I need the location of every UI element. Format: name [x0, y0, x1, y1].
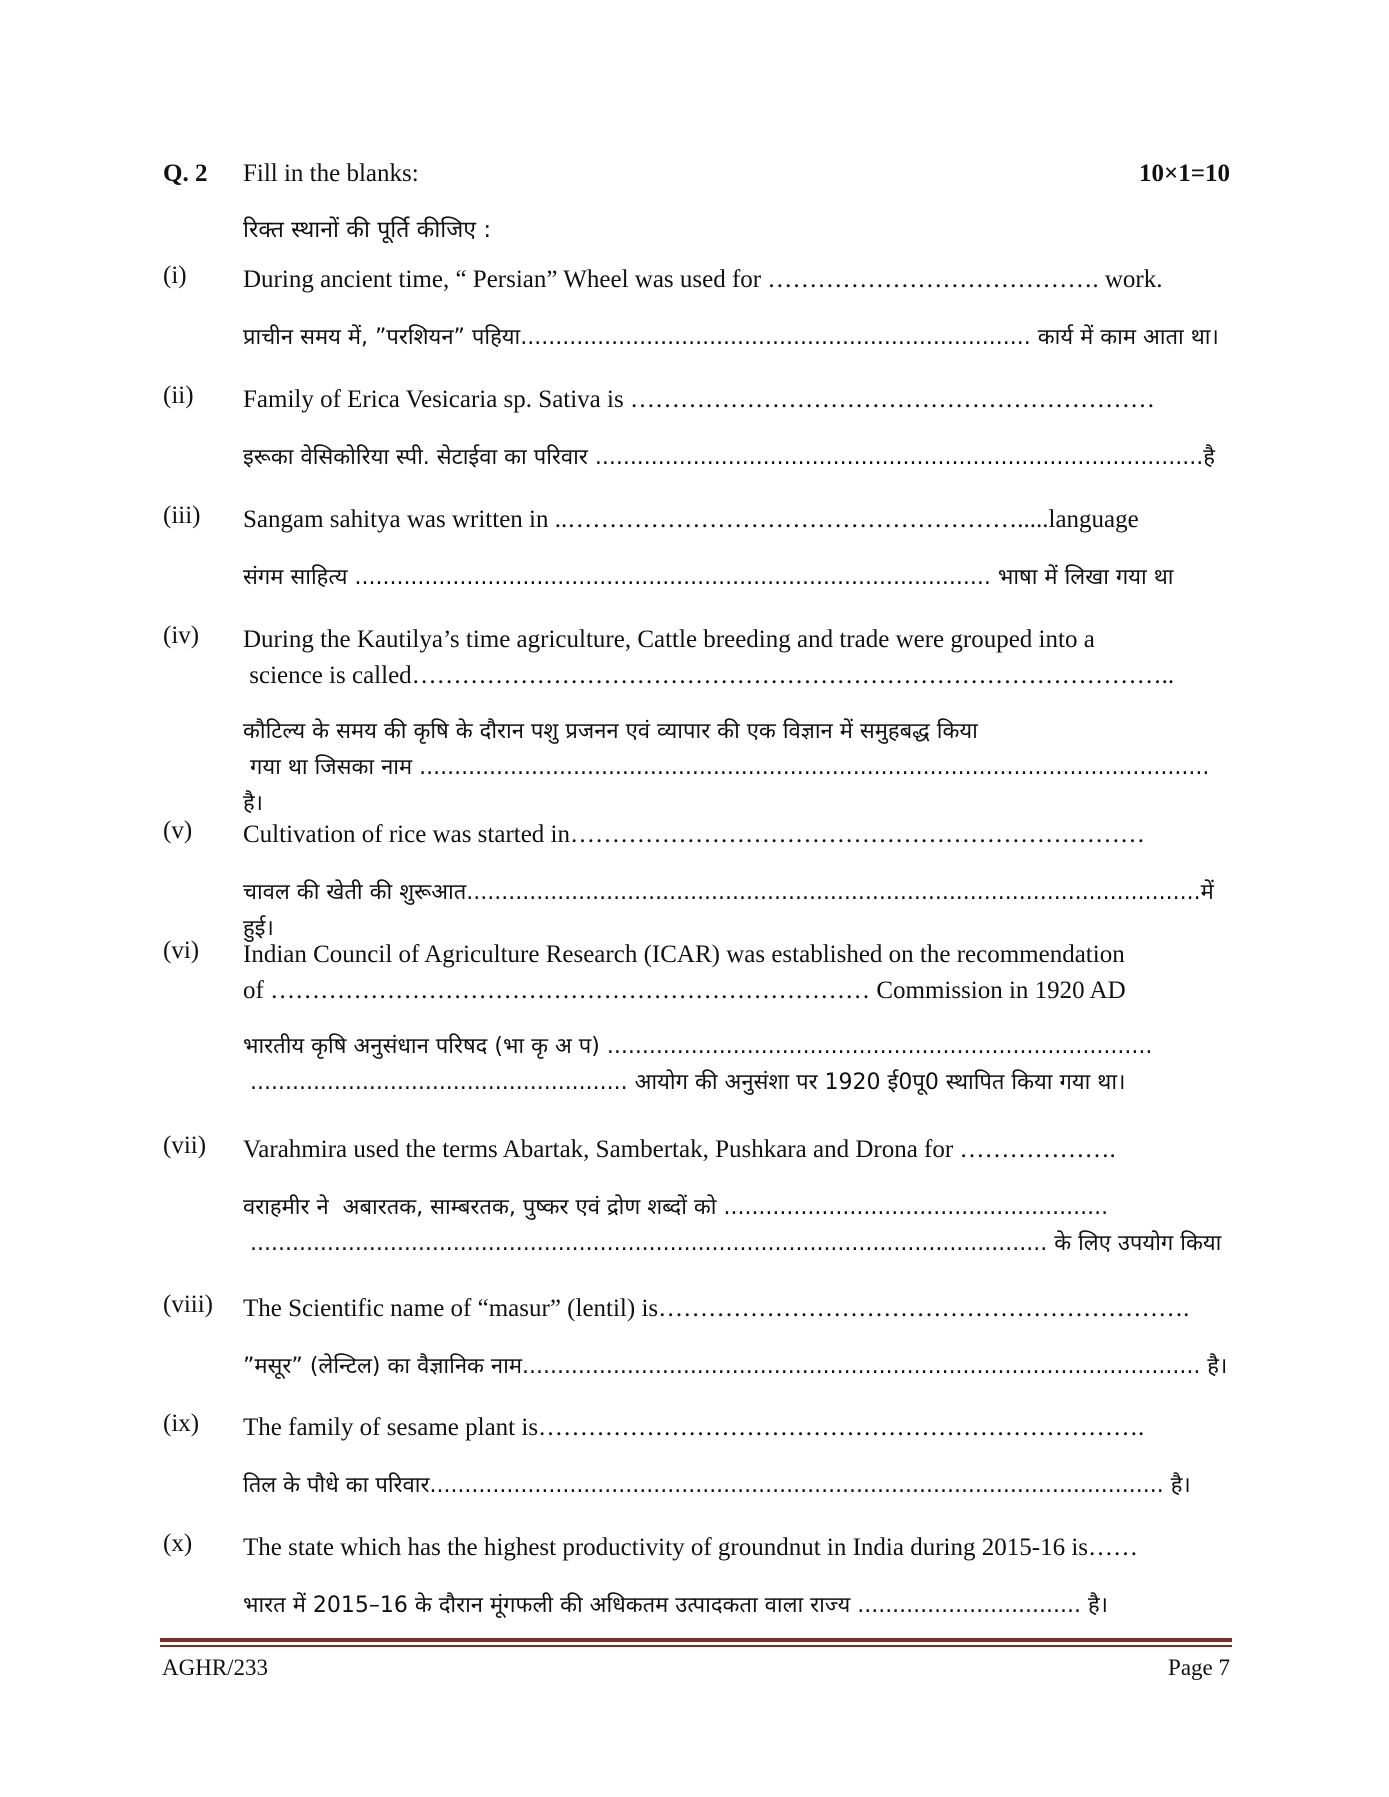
question-title: Fill in the blanks: — [243, 160, 419, 187]
item-english: During the Kautilya’s time agriculture, Cattle breeding and trade were grouped into a science is called……………………………………………………………………………….. — [243, 626, 1175, 689]
item-hindi: भारतीय कृषि अनुसंधान परिषद (भा कृ अ प) .............................................................................. ...................................................... आयोग की अनुसंशा पर 1920 ई0पू0 स्थापित किया गया था। — [243, 1034, 1153, 1095]
item-english: The Scientific name of “masur” (lentil) is………………………………………………………. — [243, 1295, 1190, 1322]
item-english: Indian Council of Agriculture Research (ICAR) was established on the recommendation of ……………………………………………………………… Commission in 1920 AD — [243, 941, 1126, 1004]
item-english: The state which has the highest productivity of groundnut in India during 2015-16 is…… — [243, 1534, 1138, 1561]
item-hindi: कौटिल्य के समय की कृषि के दौरान पशु प्रजनन एवं व्यापार की एक विज्ञान में समुहबद्ध किया गया था जिसका नाम ................................................................................................................. है। — [243, 719, 1210, 816]
question-header — [163, 160, 1230, 200]
item-number: (iv) — [163, 622, 200, 649]
question-marks: 10×1=10 — [1139, 160, 1230, 187]
item-number: (x) — [163, 1530, 193, 1557]
item-hindi: भारत में 2015–16 के दौरान मूंगफली की अधिकतम उत्पादकता वाला राज्य ................................ है। — [243, 1593, 1109, 1618]
item-number: (i) — [163, 262, 187, 289]
question-title-hindi: रिक्त स्थानों की पूर्ति कीजिए : — [243, 217, 492, 243]
item-english: During ancient time, “ Persian” Wheel was used for …………………………………. work. — [243, 266, 1163, 293]
item-hindi: तिल के पौधे का परिवार......................................................................................................... है। — [243, 1473, 1191, 1498]
item-hindi: वराहमीर ने अबारतक, साम्बरतक, पुष्कर एवं द्रोण शब्दों को ....................................................... .................................................................................................................. के लिए उपयोग किया — [243, 1195, 1222, 1256]
footer-rule-thin — [160, 1645, 1232, 1647]
item-number: (viii) — [163, 1291, 213, 1318]
item-number: (ix) — [163, 1410, 200, 1437]
item-english: Sangam sahitya was written in ..……………………………………………….....language — [243, 506, 1139, 533]
item-hindi: प्राचीन समय में, ”परशियन” पहिया......................................................................... कार्य में काम आता था। — [243, 325, 1219, 350]
item-hindi: संगम साहित्य ........................................................................................... भाषा में लिखा गया था — [243, 565, 1174, 590]
footer-rule-thick — [160, 1638, 1232, 1642]
paper-code: AGHR/233 — [162, 1655, 269, 1680]
item-english: Family of Erica Vesicaria sp. Sativa is ……………………………………………………… — [243, 386, 1155, 413]
item-english: Cultivation of rice was started in…………………………………………………………… — [243, 821, 1146, 848]
item-number: (v) — [163, 817, 193, 844]
item-number: (vii) — [163, 1132, 207, 1159]
item-number: (vi) — [163, 937, 200, 964]
item-hindi: चावल की खेती की शुरूआत.........................................................................................................में हुई। — [243, 880, 1221, 941]
item-number: (iii) — [163, 502, 201, 529]
item-english: Varahmira used the terms Abartak, Sambertak, Pushkara and Drona for ………………. — [243, 1136, 1116, 1163]
item-number: (ii) — [163, 382, 194, 409]
item-hindi: इरूका वेसिकोरिया स्पी. सेटाईवा का परिवार .......................................................................................है — [243, 445, 1215, 470]
item-english: The family of sesame plant is………………………………………………………………. — [243, 1414, 1145, 1441]
item-hindi: ”मसूर” (लेन्टिल) का वैज्ञानिक नाम................................................................................................. है। — [243, 1354, 1228, 1379]
question-number: Q. 2 — [163, 160, 208, 187]
page-number: Page 7 — [1168, 1655, 1230, 1680]
